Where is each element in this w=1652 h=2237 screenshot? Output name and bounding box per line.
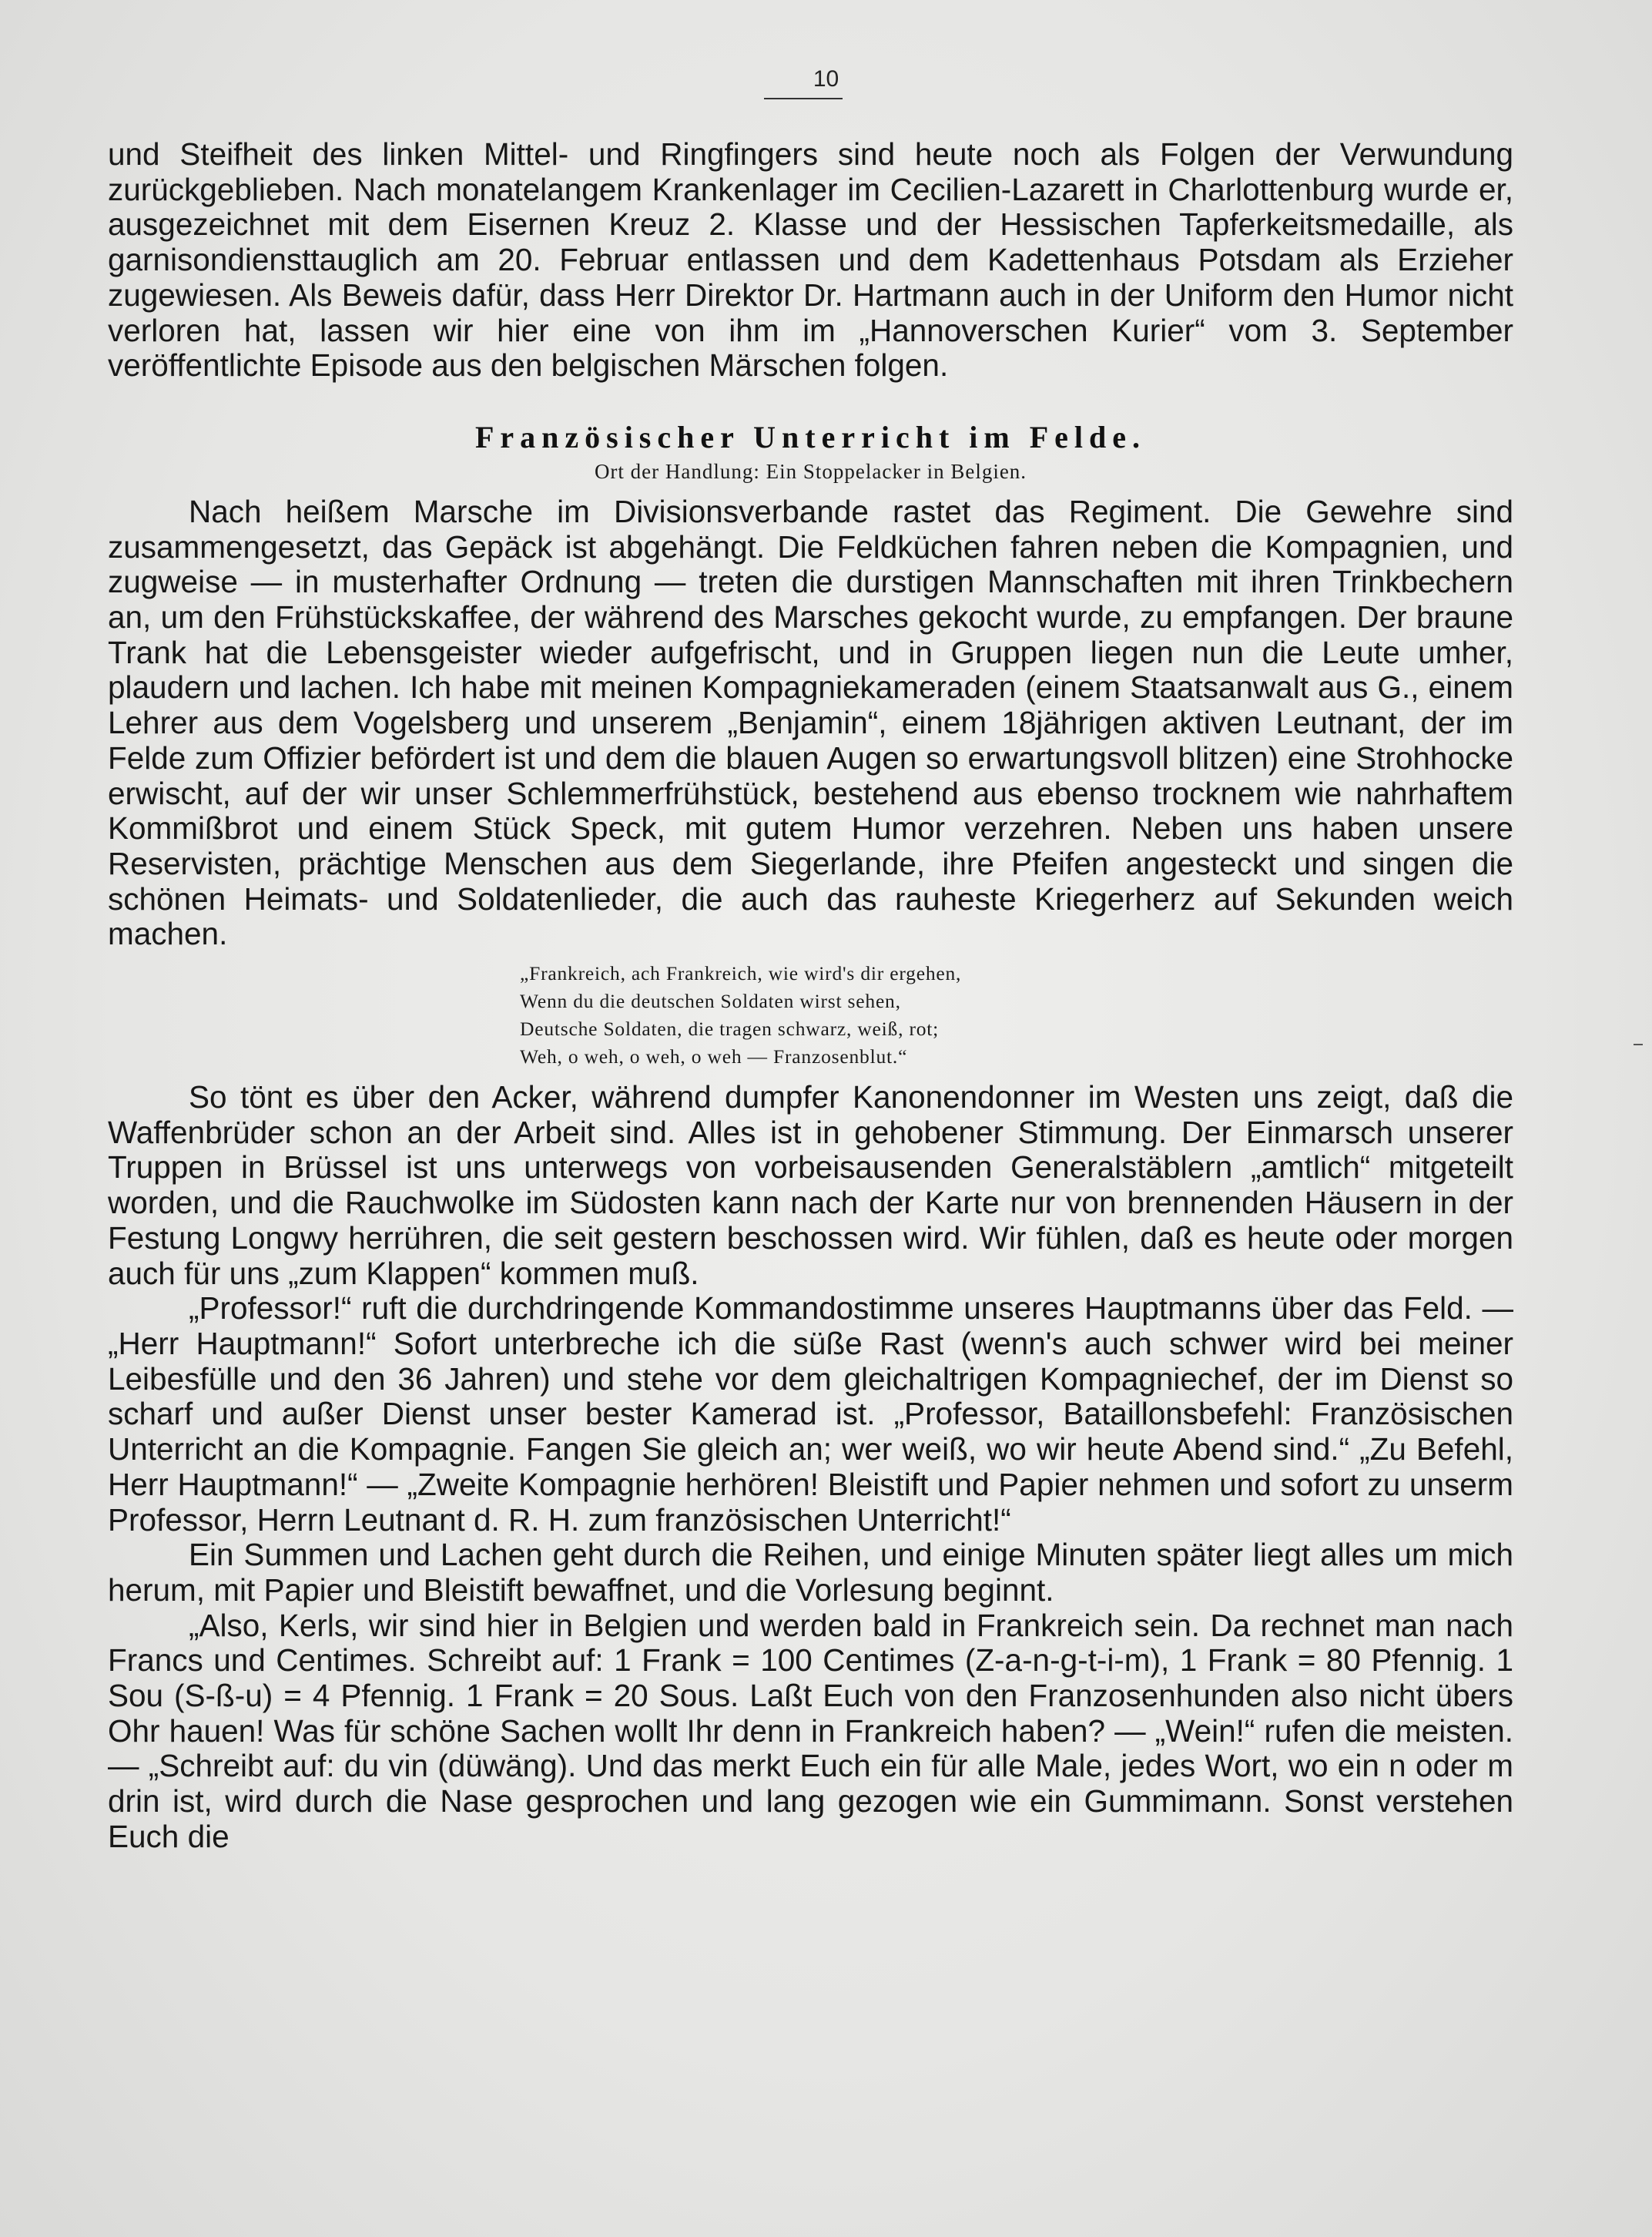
section-subheading: Ort der Handlung: Ein Stoppelacker in Belgien. <box>594 459 1027 483</box>
paragraph: Ein Summen und Lachen geht durch die Reihen, und einige Minuten später liegt alles um mich herum, mit Papier und Bleistift bewaffnet, und die Vorlesung beginnt. <box>108 1537 1513 1608</box>
poem-line: Wenn du die deutschen Soldaten wirst sehen, <box>520 990 901 1013</box>
body-text <box>108 137 1513 1855</box>
paragraph: So tönt es über den Acker, während dumpfer Kanonendonner im Westen uns zeigt, daß die Waffenbrüder schon an der Arbeit sind. Alles ist in gehobener Stimmung. Der Einmarsch unserer Truppen in Brüssel ist uns unterwegs von vorbeisausenden Generalstäblern „amtlich“ mitgeteilt worden, und die Rauchwolke im Südosten kann nach der Karte nur von brennenden Häusern in der Festung Longwy herrühren, die seit gestern beschossen wird. Wir fühlen, daß es heute oder morgen auch für uns „zum Klappen“ kommen muß. <box>108 1079 1513 1291</box>
poem-line: Weh, o weh, o weh, o weh — Franzosenblut.“ <box>520 1045 908 1068</box>
paragraph-main: Nach heißem Marsche im Divisionsverbande rastet das Regiment. Die Gewehre sind zusammengesetzt, das Gepäck ist abgehängt. Die Feldküchen fahren neben die Kompagnien, und zugweise — in musterhafter Ordnung — treten die durstigen Mannschaften mit ihren Trinkbechern an, um den Frühstückskaffee, der während des Marsches gekocht wurde, zu empfangen. Der braune Trank hat die Lebensgeister wieder aufgefrischt, und in Gruppen liegen nun die Leute umher, plaudern und lachen. Ich habe mit meinen Kompagniekameraden (einem Staatsanwalt aus G., einem Lehrer aus dem Vogelsberg und unserem „Benjamin“, einem 18jährigen aktiven Leutnant, der im Felde zum Offizier befördert ist und dem die blauen Augen so erwartungsvoll blitzen) eine Strohhocke erwischt, auf der wir unser Schlemmerfrühstück, bestehend aus ebenso trocknem wie nahrhaftem Kommißbrot und einem Stück Speck, mit gutem Humor verzehren. Neben uns haben unsere Reservisten, prächtige Menschen aus dem Siegerlande, ihre Pfeifen angesteckt und singen die schönen Heimats- und Soldatenlieder, die auch das rauheste Kriegerherz auf Sekunden weich machen. <box>108 493 1513 952</box>
paragraph: „Also, Kerls, wir sind hier in Belgien und werden bald in Frankreich sein. Da rechnet man nach Francs und Centimes. Schreibt auf: 1 Frank = 100 Centimes (Z-a-n-g-t-i-m), 1 Frank = 80 Pfennig. 1 Sou (S-ß-u) = 4 Pfennig. 1 Frank = 20 Sous. Laßt Euch von den Franzosenhunden also nicht übers Ohr hauen! Was für schöne Sachen wollt Ihr denn in Frankreich haben? — „Wein!“ rufen die meisten. — „Schreibt auf: du vin (düwäng). Und das merkt Euch ein für alle Male, jedes Wort, wo ein n oder m drin ist, wird durch die Nase gesprochen und lang gezogen wie ein Gummimann. Sonst verstehen Euch die <box>108 1607 1513 1854</box>
poem-verse <box>520 960 1513 1071</box>
poem-line: Deutsche Soldaten, die tragen schwarz, weiß, rot; <box>520 1018 940 1041</box>
margin-mark <box>1634 1044 1643 1045</box>
page-number: 10 <box>813 66 839 92</box>
page-number-rule <box>764 98 843 99</box>
paragraph: „Professor!“ ruft die durchdringende Kommandostimme unseres Hauptmanns über das Feld. — „Herr Hauptmann!“ Sofort unterbreche ich die süße Rast (wenn's auch schwer wird bei meiner Leibesfülle und den 36 Jahren) und stehe vor dem gleichaltrigen Kompagniechef, der im Dienst so scharf und außer Dienst unser bester Kamerad ist. „Professor, Bataillonsbefehl: Französischen Unterricht an die Kompagnie. Fangen Sie gleich an; wer weiß, wo wir heute Abend sind.“ „Zu Befehl, Herr Hauptmann!“ — „Zweite Kompagnie herhören! Bleistift und Papier nehmen und sofort zu unserm Professor, Herrn Leutnant d. R. H. zum französischen Unterricht!“ <box>108 1290 1513 1538</box>
section-heading: Französischer Unterricht im Felde. <box>474 419 1147 454</box>
paragraph-intro: und Steifheit des linken Mittel- und Ringfingers sind heute noch als Folgen der Verwundung zurückgeblieben. Nach monatelangem Krankenlager im Cecilien-Lazarett in Charlottenburg wurde er, ausgezeichnet mit dem Eisernen Kreuz 2. Klasse und der Hessischen Tapferkeitsmedaille, als garnisondiensttauglich am 20. Februar entlassen und dem Kadettenhaus Potsdam als Erzieher zugewiesen. Als Beweis dafür, dass Herr Direktor Dr. Hartmann auch in der Uniform den Humor nicht verloren hat, lassen wir hier eine von ihm im „Hannoverschen Kurier“ vom 3. September veröffentlichte Episode aus den belgischen Märschen folgen. <box>108 136 1513 384</box>
poem-line: „Frankreich, ach Frankreich, wie wird's dir ergehen, <box>520 962 962 985</box>
